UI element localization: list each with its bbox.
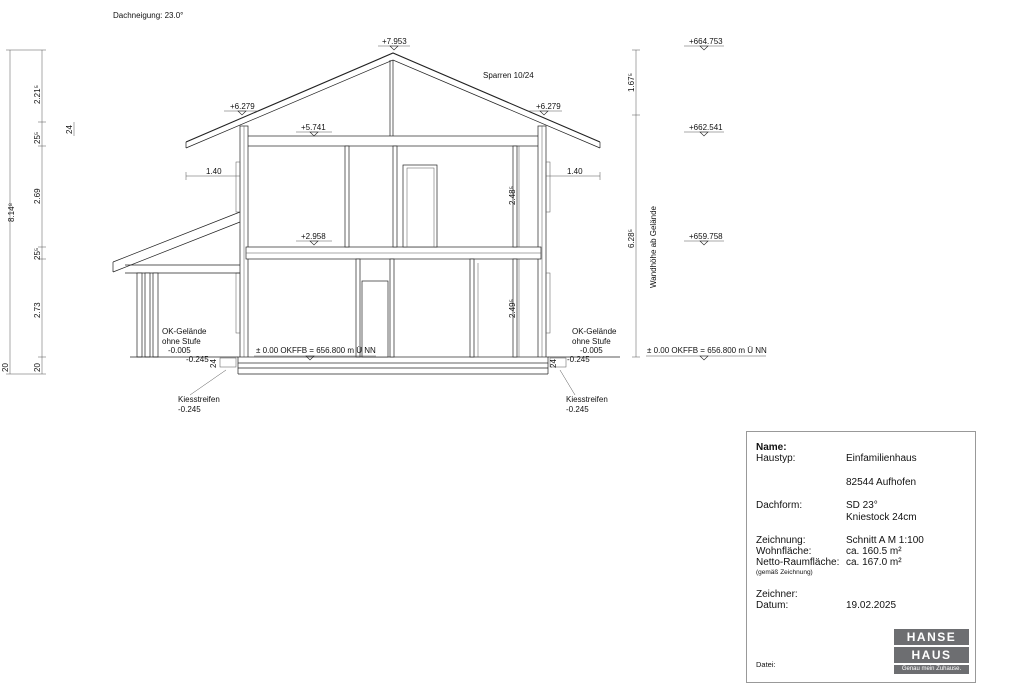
terrain-right-label2: ohne Stufe — [572, 337, 611, 346]
overhang-left: 1.40 — [206, 167, 222, 176]
wall-height-label: Wandhöhe ab Gelände — [649, 206, 658, 288]
dim-chain-3: 2.69 — [33, 188, 42, 204]
eave-left-elevation: +6.279 — [230, 102, 255, 111]
gravel-right-label: Kiesstreifen — [566, 395, 608, 404]
rafter-label: Sparren 10/24 — [483, 71, 534, 80]
roof-label: Dachform: — [756, 500, 803, 511]
roof-value2: Kniestock 24cm — [846, 512, 917, 523]
type-label: Haustyp: — [756, 453, 796, 464]
overhang-right: 1.40 — [567, 167, 583, 176]
living-value: ca. 160.5 m² — [846, 546, 902, 557]
roof-part-height: 1.67⁵ — [627, 73, 636, 92]
terrain-labels-left — [162, 327, 220, 414]
okffb-inside: ± 0.00 OKFFB = 656.800 m Ü NN — [256, 346, 376, 355]
logo-line1: HANSE — [894, 629, 969, 645]
drawing-label: Zeichnung: — [756, 535, 806, 546]
date-label: Datum: — [756, 600, 789, 611]
net-note: (gemäß Zeichnung) — [756, 569, 813, 576]
net-value: ca. 167.0 m² — [846, 557, 902, 568]
interior-walls-upper — [345, 146, 517, 247]
terrain-right-value: -0.005 — [580, 346, 603, 355]
base-dim: 20 — [1, 363, 10, 372]
logo-slogan: Genau mein Zuhause. — [894, 665, 969, 674]
dim-chain-6: 20 — [33, 363, 42, 372]
terrain-left-value: -0.005 — [168, 346, 191, 355]
file-label: Datei: — [756, 660, 776, 669]
total-height: 8.14⁸ — [7, 203, 16, 222]
type-value: Einfamilienhaus — [846, 453, 917, 464]
gravel-right-value: -0.245 — [566, 405, 589, 414]
attic-elevation: +5.741 — [301, 123, 326, 132]
dim-chain-1: 2.21⁵ — [33, 85, 42, 104]
room-height-upper: 2.48⁵ — [508, 186, 517, 205]
ridge-elevation: +7.953 — [382, 37, 407, 46]
terrain-left-label1: OK-Gelände — [162, 327, 207, 336]
attic-slab — [246, 136, 541, 146]
terrain-left-dim: 24 — [209, 359, 218, 368]
eave-right-elevation: +6.279 — [536, 102, 561, 111]
living-label: Wohnfläche: — [756, 546, 812, 557]
terrain-right-dim: 24 — [549, 359, 558, 368]
level-1: +664.753 — [689, 37, 723, 46]
left-dimension-chain — [1, 50, 74, 374]
hanse-haus-logo — [894, 629, 969, 674]
okffb-outside: ± 0.00 OKFFB = 656.800 m Ü NN — [647, 346, 767, 355]
level-3: +659.758 — [689, 232, 723, 241]
terrain-labels-right — [549, 327, 617, 414]
net-label: Netto-Raumfläche: — [756, 557, 840, 568]
drawing-value: Schnitt A M 1:100 — [846, 535, 924, 546]
date-value: 19.02.2025 — [846, 600, 897, 611]
logo-line2: HAUS — [894, 647, 969, 663]
dim-chain-5: 2.73 — [33, 302, 42, 318]
dim-chain-2: 25⁵ — [33, 131, 42, 144]
roof-pitch-label: Dachneigung: 23.0° — [113, 11, 184, 20]
upper-slab — [246, 247, 541, 259]
gravel-left-value: -0.245 — [178, 405, 201, 414]
ground-slab — [238, 357, 548, 374]
gravel-left-label: Kiesstreifen — [178, 395, 220, 404]
kniestock-dim: 24 — [65, 125, 74, 134]
location: 82544 Aufhofen — [846, 477, 917, 488]
level-2: +662.541 — [689, 123, 723, 132]
roof-value1: SD 23° — [846, 500, 878, 511]
name-label: Name: — [756, 442, 787, 453]
terrain-left-value2: -0.245 — [186, 355, 209, 364]
terrain-left-label2: ohne Stufe — [162, 337, 201, 346]
room-height-lower: 2.49⁵ — [508, 299, 517, 318]
dim-chain-4: 25⁵ — [33, 247, 42, 260]
terrain-right-label1: OK-Gelände — [572, 327, 617, 336]
interior-walls-lower — [356, 259, 517, 357]
wall-height: 6.28⁵ — [627, 229, 636, 248]
absolute-levels — [684, 37, 724, 245]
terrain-right-value2: -0.245 — [567, 355, 590, 364]
upper-floor-elevation: +2.958 — [301, 232, 326, 241]
right-dimension-chain — [627, 50, 658, 357]
drafter-label: Zeichner: — [756, 589, 798, 600]
